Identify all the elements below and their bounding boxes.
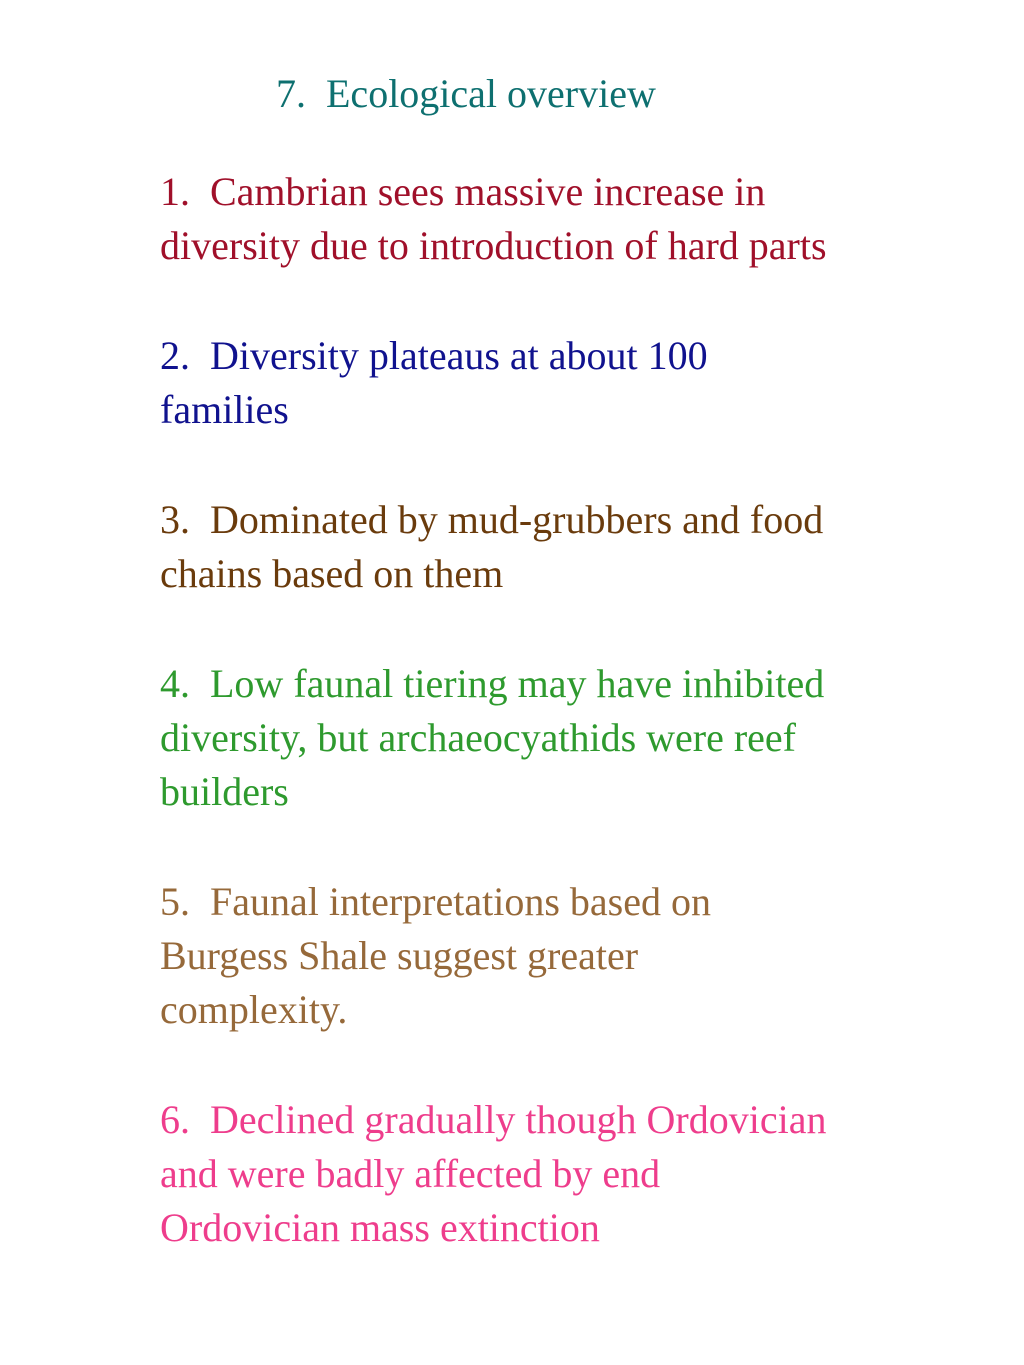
point-2: 2. Diversity plateaus at about 100 families [160, 333, 708, 432]
point-4: 4. Low faunal tiering may have inhibited diversity, but archaeocyathids were reef builders [160, 661, 825, 814]
point-1: 1. Cambrian sees massive increase in diversity due to introduction of hard parts [160, 169, 827, 268]
point-6: 6. Declined gradually though Ordovician and were badly affected by end Ordovician mass extinction [160, 1097, 827, 1250]
slide-title: 7. Ecological overview [276, 71, 656, 116]
point-5: 5. Faunal interpretations based on Burgess Shale suggest greater complexity. [160, 879, 711, 1032]
point-3: 3. Dominated by mud-grubbers and food chains based on them [160, 497, 824, 596]
